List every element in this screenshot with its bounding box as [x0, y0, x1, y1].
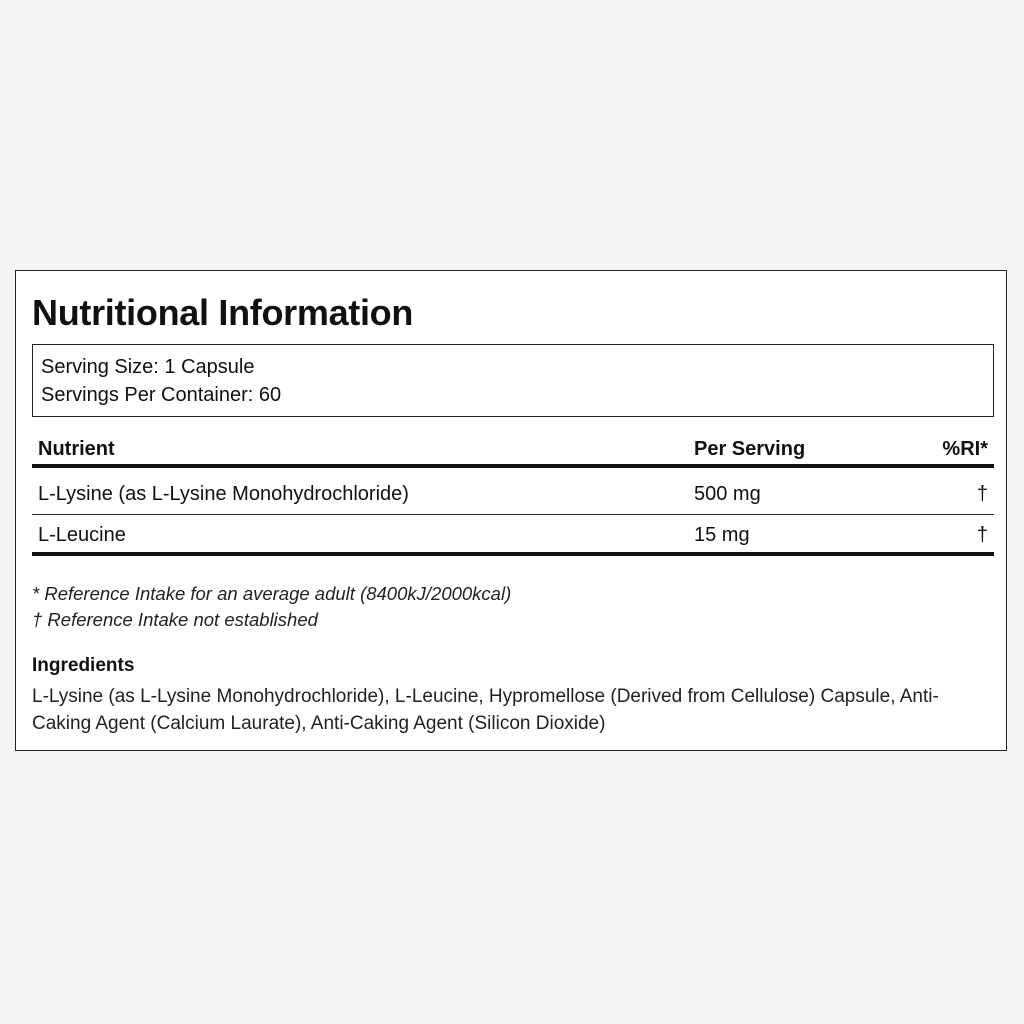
header-nutrient: Nutrient [38, 438, 115, 460]
table-header-row [32, 430, 994, 468]
nutrient-amount: 500 mg [694, 483, 761, 505]
nutrient-name: L-Lysine (as L-Lysine Monohydrochloride) [38, 483, 409, 505]
header-per-serving: Per Serving [694, 438, 806, 460]
serving-size: Serving Size: 1 Capsule [41, 356, 255, 378]
footnotes [32, 581, 511, 633]
ingredients-text: L-Lysine (as L-Lysine Monohydrochloride), L-Leucine, Hypromellose (Derived from Cellulose) Capsule, Anti-Caking Agent (Calcium Laurate), Anti-Caking Agent (Silicon Dioxide) [32, 686, 939, 734]
table-row [32, 474, 994, 515]
table-row [32, 515, 994, 556]
nutrient-ri: † [976, 524, 988, 546]
ri-footnote: * Reference Intake for an average adult (8400kJ/2000kcal) [32, 583, 512, 604]
dagger-footnote: † Reference Intake not established [32, 609, 318, 630]
nutrient-name: L-Leucine [38, 524, 126, 546]
servings-per-container: Servings Per Container: 60 [41, 384, 282, 406]
nutrition-panel [15, 270, 1007, 751]
nutrient-amount: 15 mg [694, 524, 750, 546]
ingredients-heading: Ingredients [32, 655, 135, 676]
header-ri: %RI* [942, 438, 988, 460]
nutrient-ri: † [976, 483, 988, 505]
serving-info-box [32, 344, 994, 417]
panel-title: Nutritional Information [32, 292, 414, 333]
nutrient-table [32, 430, 994, 556]
